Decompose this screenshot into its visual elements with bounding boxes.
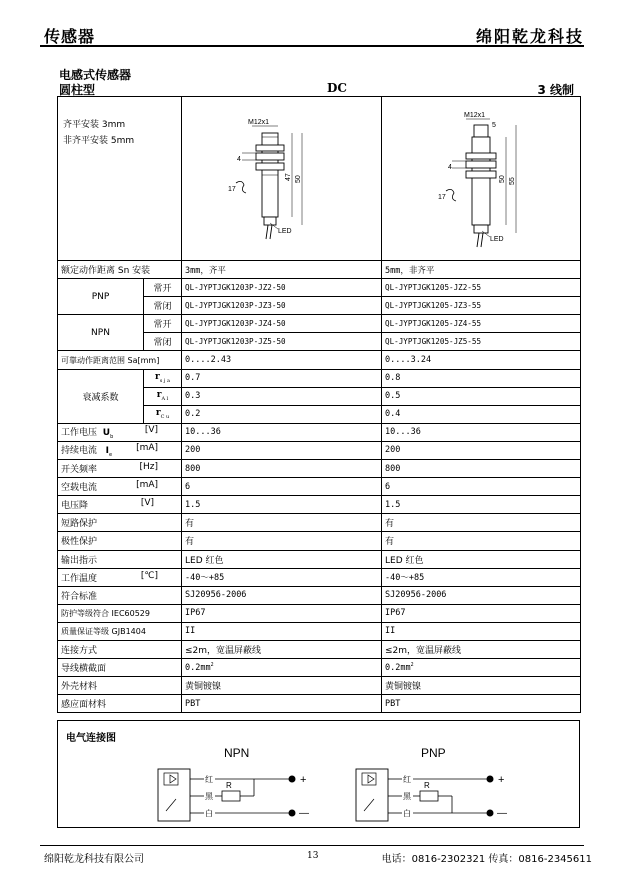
dim-47: 47 (285, 173, 293, 181)
volt-v2: 10...36 (382, 423, 581, 441)
ip-label: 防护等级符合 IEC60529 (58, 604, 182, 622)
atten-r3-sub: C u (160, 414, 170, 421)
sn-v1: 3mm，齐平 (182, 261, 382, 279)
conn-v2: ≤2m，宽温屏蔽线 (382, 640, 581, 658)
atten-r3-v2: 0.4 (382, 405, 581, 423)
led-row-label: 输出指示 (58, 550, 182, 568)
wiring-box (57, 720, 580, 828)
spec-row-std (58, 586, 581, 604)
pnp-no-v2: QL-JYPTJGK1205-JZ2-55 (382, 279, 581, 297)
conn-v1: ≤2m，宽温屏蔽线 (182, 640, 382, 658)
pnp-red: 红 (403, 775, 411, 784)
product-dc: DC (327, 81, 347, 95)
pnp-white: 白 (403, 809, 411, 818)
footer-contact: 电话：0816-2302321 传真：0816-2345611 (381, 854, 592, 865)
sa-v2: 0....3.24 (382, 351, 581, 369)
npn-nc-v1: QL-JYPTJGK1203P-JZ5-50 (182, 333, 382, 351)
pnp-diagram (356, 746, 507, 821)
install-cell (58, 97, 182, 261)
dim-50-b: 50 (499, 175, 507, 183)
sensor-drawing-nonflush (382, 97, 581, 257)
npn-nc-v2: QL-JYPTJGK1205-JZ5-55 (382, 333, 581, 351)
npn-nc-label: 常闭 (144, 333, 182, 351)
pnp-title: PNP (421, 746, 446, 760)
npn-minus: — (299, 808, 309, 819)
ip-v2: IP67 (382, 604, 581, 622)
face-v1: PBT (182, 695, 382, 713)
header-divider (40, 45, 584, 47)
atten-r1 (144, 369, 182, 387)
spec-row-conn (58, 640, 581, 658)
spec-row-shell (58, 677, 581, 695)
shell-v1: 黄铜镀镍 (182, 677, 382, 695)
spec-row-freq (58, 460, 581, 478)
face-label: 感应面材料 (58, 695, 182, 713)
pnp-plus: + (498, 774, 505, 786)
temp-v1: -40～+85 (182, 568, 382, 586)
spec-row-idle (58, 478, 581, 496)
header-company: 绵阳乾龙科技 (475, 27, 584, 46)
atten-r2-v1: 0.3 (182, 387, 382, 405)
wiring-diagrams (58, 721, 581, 829)
pnp-minus: — (497, 808, 507, 819)
temp-label: 工作温度 (61, 573, 98, 584)
cross-v2-cell (382, 659, 581, 677)
qa-v1: II (182, 622, 382, 640)
npn-no-v1: QL-JYPTJGK1203P-JZ4-50 (182, 315, 382, 333)
npn-no-label: 常开 (144, 315, 182, 333)
install-flush: 齐平安装 3mm (63, 120, 126, 130)
product-shape: 圆柱型 (59, 83, 96, 97)
volt-v1: 10...36 (182, 423, 382, 441)
atten-r2-v2: 0.5 (382, 387, 581, 405)
sa-v1: 0....2.43 (182, 351, 382, 369)
thread-label-2: M12x1 (464, 112, 486, 119)
freq-label-cell (58, 460, 182, 478)
dim-4: 4 (237, 156, 241, 163)
std-label: 符合标准 (58, 586, 182, 604)
polar-v1: 有 (182, 532, 382, 550)
led-v2: LED 红色 (382, 550, 581, 568)
short-v2: 有 (382, 514, 581, 532)
header-category: 传感器 (44, 27, 96, 46)
shell-v2: 黄铜镀镍 (382, 677, 581, 695)
cross-v1-cell (182, 659, 382, 677)
drop-v1: 1.5 (182, 496, 382, 514)
drawing-row (58, 97, 581, 261)
spec-row-drop (58, 496, 581, 514)
freq-label: 开关频率 (61, 465, 98, 476)
atten-r3-v1: 0.2 (182, 405, 382, 423)
wrench-size-2: 17 (438, 194, 446, 201)
footer-company: 绵阳乾龙科技有限公司 (44, 854, 144, 865)
pnp-label: PNP (58, 279, 144, 315)
npn-diagram (158, 746, 309, 821)
footer-divider (40, 845, 584, 846)
idle-v2: 6 (382, 478, 581, 496)
spec-row-sa (58, 351, 581, 369)
idle-v1: 6 (182, 478, 382, 496)
curr-unit: [mA] (136, 443, 159, 454)
npn-resistor: R (226, 781, 232, 790)
idle-unit: [mA] (136, 480, 159, 491)
install-nonflush: 非齐平安装 5mm (63, 136, 135, 146)
qa-v2: II (382, 622, 581, 640)
temp-v2: -40～+85 (382, 568, 581, 586)
spec-table (57, 96, 581, 713)
temp-label-cell (58, 568, 182, 586)
curr-sub: e (108, 451, 113, 458)
led-label-2: LED (490, 236, 504, 243)
volt-label-text: 工作电压 (61, 427, 98, 438)
pnp-nc-label: 常闭 (144, 297, 182, 315)
shell-label: 外壳材料 (58, 677, 182, 695)
idle-label: 空载电流 (61, 483, 98, 494)
volt-unit: [V] (144, 424, 159, 435)
npn-no-v2: QL-JYPTJGK1205-JZ4-55 (382, 315, 581, 333)
npn-red: 红 (205, 775, 213, 784)
dim-4-b: 4 (448, 164, 452, 171)
sensor-drawing-flush (182, 97, 382, 257)
atten-r3 (144, 405, 182, 423)
npn-black: 黑 (205, 792, 213, 801)
volt-label-cell (58, 423, 182, 441)
cross-label: 导线横截面 (58, 659, 182, 677)
dim-5: 5 (492, 122, 496, 129)
short-label: 短路保护 (58, 514, 182, 532)
spec-row-atten-1 (58, 369, 581, 387)
wrench-size: 17 (228, 186, 236, 193)
atten-r2 (144, 387, 182, 405)
atten-r2-sym: r (156, 390, 162, 401)
pnp-resistor: R (424, 781, 430, 790)
short-v1: 有 (182, 514, 382, 532)
curr-v2: 200 (382, 441, 581, 459)
led-v1: LED 红色 (182, 550, 382, 568)
spec-row-sn (58, 261, 581, 279)
npn-label: NPN (58, 315, 144, 351)
spec-row-temp (58, 568, 581, 586)
polar-label: 极性保护 (58, 532, 182, 550)
atten-label: 衰减系数 (58, 369, 144, 423)
product-wiring: 3 线制 (537, 83, 574, 97)
pnp-nc-v1: QL-JYPTJGK1203P-JZ3-50 (182, 297, 382, 315)
dim-50: 50 (295, 175, 303, 183)
pnp-no-v1: QL-JYPTJGK1203P-JZ2-50 (182, 279, 382, 297)
drop-label: 电压降 (61, 501, 89, 512)
spec-row-ip (58, 604, 581, 622)
idle-label-cell (58, 478, 182, 496)
volt-sym: U (102, 427, 111, 438)
led-label: LED (278, 228, 292, 235)
temp-unit: [℃] (140, 570, 159, 581)
pnp-black: 黑 (403, 792, 411, 801)
drop-label-cell (58, 496, 182, 514)
dim-55: 55 (509, 177, 517, 185)
spec-row-npn-no (58, 315, 581, 333)
freq-v1: 800 (182, 460, 382, 478)
spec-row-led (58, 550, 581, 568)
curr-sym: I (105, 446, 109, 457)
sa-label: 可靠动作距离范围 Sa[mm] (58, 351, 182, 369)
spec-row-cross (58, 659, 581, 677)
npn-title: NPN (224, 746, 250, 760)
cross-v2-sup: 2 (410, 662, 414, 669)
sn-v2: 5mm，非齐平 (382, 261, 581, 279)
footer-page-number: 13 (307, 851, 319, 861)
drawing-nonflush-cell (382, 97, 581, 261)
spec-row-pnp-no (58, 279, 581, 297)
volt-label (61, 425, 113, 440)
pnp-no-label: 常开 (144, 279, 182, 297)
cross-v2: 0.2mm (385, 663, 411, 674)
curr-label-cell (58, 441, 182, 459)
ip-v1: IP67 (182, 604, 382, 622)
qa-label: 质量保证等级 GJB1404 (58, 622, 182, 640)
drop-unit: [V] (140, 498, 155, 509)
drawing-flush-cell (182, 97, 382, 261)
atten-r2-sub: A l (161, 396, 169, 403)
atten-r1-v1: 0.7 (182, 369, 382, 387)
spec-row-polar (58, 532, 581, 550)
sn-label: 额定动作距离 Sn 安装 (58, 261, 182, 279)
drop-v2: 1.5 (382, 496, 581, 514)
spec-row-volt (58, 423, 581, 441)
atten-r1-sub: s j a (159, 378, 171, 384)
npn-plus: + (300, 774, 307, 786)
std-v1: SJ20956-2006 (182, 586, 382, 604)
curr-label-text: 持续电流 (61, 446, 98, 457)
curr-label (61, 443, 112, 458)
freq-v2: 800 (382, 460, 581, 478)
thread-label: M12x1 (248, 119, 270, 126)
curr-v1: 200 (182, 441, 382, 459)
atten-r1-sym: r (154, 372, 160, 383)
face-v2: PBT (382, 695, 581, 713)
pnp-nc-v2: QL-JYPTJGK1205-JZ3-55 (382, 297, 581, 315)
cross-v1-sup: 2 (210, 662, 214, 669)
spec-row-qa (58, 622, 581, 640)
cross-v1: 0.2mm (185, 663, 211, 674)
spec-row-short (58, 514, 581, 532)
polar-v2: 有 (382, 532, 581, 550)
volt-sub: b (110, 433, 114, 440)
product-type: 电感式传感器 (59, 68, 132, 82)
spec-row-curr (58, 441, 581, 459)
conn-label: 连接方式 (58, 640, 182, 658)
npn-white: 白 (205, 809, 213, 818)
atten-r1-v2: 0.8 (382, 369, 581, 387)
freq-unit: [Hz] (139, 462, 159, 473)
std-v2: SJ20956-2006 (382, 586, 581, 604)
atten-r3-sym: r (155, 408, 161, 419)
wiring-title: 电气连接图 (66, 733, 116, 744)
spec-row-face (58, 695, 581, 713)
